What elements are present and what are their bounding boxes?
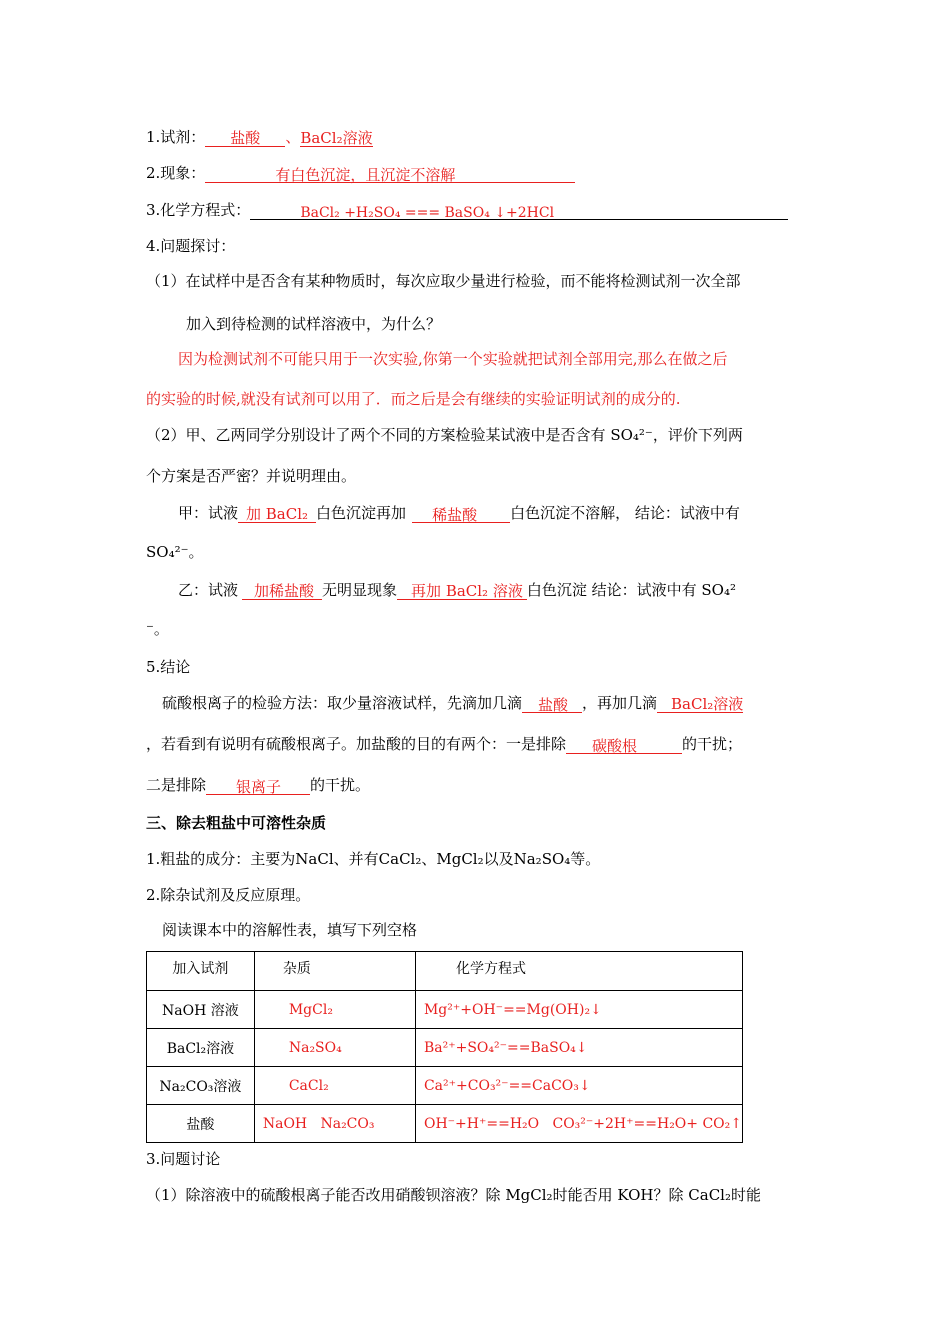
conclusion-answer-4: 银离子 — [206, 777, 310, 795]
table-header-row — [147, 952, 743, 991]
reagent-answer-2: BaCl₂溶液 — [300, 129, 373, 147]
cell-impurity: Na₂SO₄ — [254, 1029, 415, 1067]
conclusion-text-5: 二是排除 — [146, 776, 207, 794]
reagent-principle: 2.除杂试剂及反应原理。 — [146, 886, 311, 904]
reagent-line — [146, 127, 373, 147]
table-row — [147, 1067, 743, 1105]
plan-jia-answer-1: 加 BaCl₂ — [238, 504, 316, 523]
question-1-line-2: 加入到待检测的试样溶液中，为什么？ — [186, 315, 442, 333]
cell-equation: Mg²⁺+OH⁻==Mg(OH)₂↓ — [415, 991, 742, 1029]
cell-impurity: NaOH Na₂CO₃ — [254, 1105, 415, 1143]
cell-equation: OH⁻+H⁺==H₂O CO₃²⁻+2H⁺==H₂O+ CO₂↑ — [415, 1105, 742, 1143]
plan-yi-answer-2: 再加 BaCl₂ 溶液 — [397, 581, 527, 600]
section-3-heading: 三、除去粗盐中可溶性杂质 — [146, 814, 327, 832]
conclusion-text-6: 的干扰。 — [310, 776, 371, 794]
header-reagent: 加入试剂 — [147, 952, 255, 991]
cell-impurity: MgCl₂ — [254, 991, 415, 1029]
question-2-line-1: （2）甲、乙两同学分别设计了两个不同的方案检验某试液中是否含有 SO₄²⁻，评价下列两 — [146, 426, 743, 444]
plan-jia-line — [178, 503, 740, 523]
discussion-heading: 3.问题讨论 — [146, 1150, 221, 1168]
conclusion-text-3: ，若看到有说明有硫酸根离子。加盐酸的目的有两个：一是排除 — [146, 735, 567, 753]
plan-jia-text-3: 白色沉淀不溶解， 结论：试液中有 — [510, 504, 740, 522]
question-2-line-2: 个方案是否严密？并说明理由。 — [146, 467, 357, 485]
plan-yi-answer-1: 加稀盐酸 — [242, 581, 322, 600]
cell-reagent: Na₂CO₃溶液 — [147, 1067, 255, 1105]
plan-yi-text-2: 无明显现象 — [322, 581, 398, 599]
conclusion-text-4: 的干扰； — [682, 735, 743, 753]
table-row — [147, 991, 743, 1029]
phenomenon-line — [146, 163, 575, 183]
equation-label: 3.化学方程式： — [146, 201, 251, 219]
conclusion-answer-1: 盐酸 — [522, 695, 582, 713]
plan-yi-line — [178, 580, 736, 600]
header-impurity: 杂质 — [254, 952, 415, 991]
cell-impurity: CaCl₂ — [254, 1067, 415, 1105]
answer-1-line-1: 因为检测试剂不可能只用于一次实验,你第一个实验就把试剂全部用完,那么在做之后 — [178, 350, 728, 368]
reagent-label: 1.试剂： — [146, 128, 206, 146]
reagent-separator: 、 — [285, 128, 301, 146]
plan-yi-label: 乙：试液 — [178, 581, 239, 599]
cell-reagent: 盐酸 — [147, 1105, 255, 1143]
discussion-question-1: （1）除溶液中的硫酸根离子能否改用硝酸钡溶液？除 MgCl₂时能否用 KOH？除 CaCl₂时能 — [146, 1186, 761, 1204]
answer-1-line-2: 的实验的时候,就没有试剂可以用了．而之后是会有继续的实验证明试剂的成分的. — [146, 390, 681, 408]
table-row — [147, 1105, 743, 1143]
question-heading: 4.问题探讨： — [146, 237, 236, 255]
conclusion-text-1: 硫酸根离子的检验方法：取少量溶液试样，先滴加几滴 — [162, 694, 523, 712]
header-equation: 化学方程式 — [415, 952, 742, 991]
table-instruction: 阅读课本中的溶解性表，填写下列空格 — [162, 921, 418, 939]
reagent-answer-1: 盐酸 — [205, 128, 285, 147]
conclusion-text-2: ，再加几滴 — [582, 694, 658, 712]
conclusion-heading: 5.结论 — [146, 658, 191, 676]
phenomenon-answer: 有白色沉淀，且沉淀不溶解 — [205, 165, 575, 183]
impurity-removal-table — [146, 951, 743, 1143]
conclusion-line-2 — [146, 734, 742, 754]
phenomenon-label: 2.现象： — [146, 164, 206, 182]
plan-jia-text-2: 白色沉淀再加 — [316, 504, 407, 522]
cell-equation: Ca²⁺+CO₃²⁻==CaCO₃↓ — [415, 1067, 742, 1105]
plan-jia-label: 甲：试液 — [178, 504, 239, 522]
equation-line — [146, 200, 788, 220]
conclusion-answer-3: 碳酸根 — [566, 736, 682, 754]
conclusion-line-1 — [162, 693, 743, 713]
plan-jia-answer-2: 稀盐酸 — [412, 505, 510, 523]
equation-answer: BaCl₂ +H₂SO₄ === BaSO₄ ↓+2HCl — [300, 205, 555, 221]
conclusion-answer-2: BaCl₂溶液 — [657, 694, 743, 713]
conclusion-line-3 — [146, 775, 370, 795]
plan-jia-conclusion: SO₄²⁻。 — [146, 543, 204, 561]
question-1-line-1: （1）在试样中是否含有某种物质时，每次应取少量进行检验，而不能将检测试剂一次全部 — [146, 272, 741, 290]
table-row — [147, 1029, 743, 1067]
cell-reagent: BaCl₂溶液 — [147, 1029, 255, 1067]
plan-yi-conclusion: ⁻。 — [146, 620, 169, 638]
cell-reagent: NaOH 溶液 — [147, 991, 255, 1029]
plan-yi-text-3: 白色沉淀 结论：试液中有 SO₄² — [526, 581, 736, 599]
cell-equation: Ba²⁺+SO₄²⁻==BaSO₄↓ — [415, 1029, 742, 1067]
crude-salt-composition: 1.粗盐的成分：主要为NaCl、并有CaCl₂、MgCl₂以及Na₂SO₄等。 — [146, 850, 601, 868]
